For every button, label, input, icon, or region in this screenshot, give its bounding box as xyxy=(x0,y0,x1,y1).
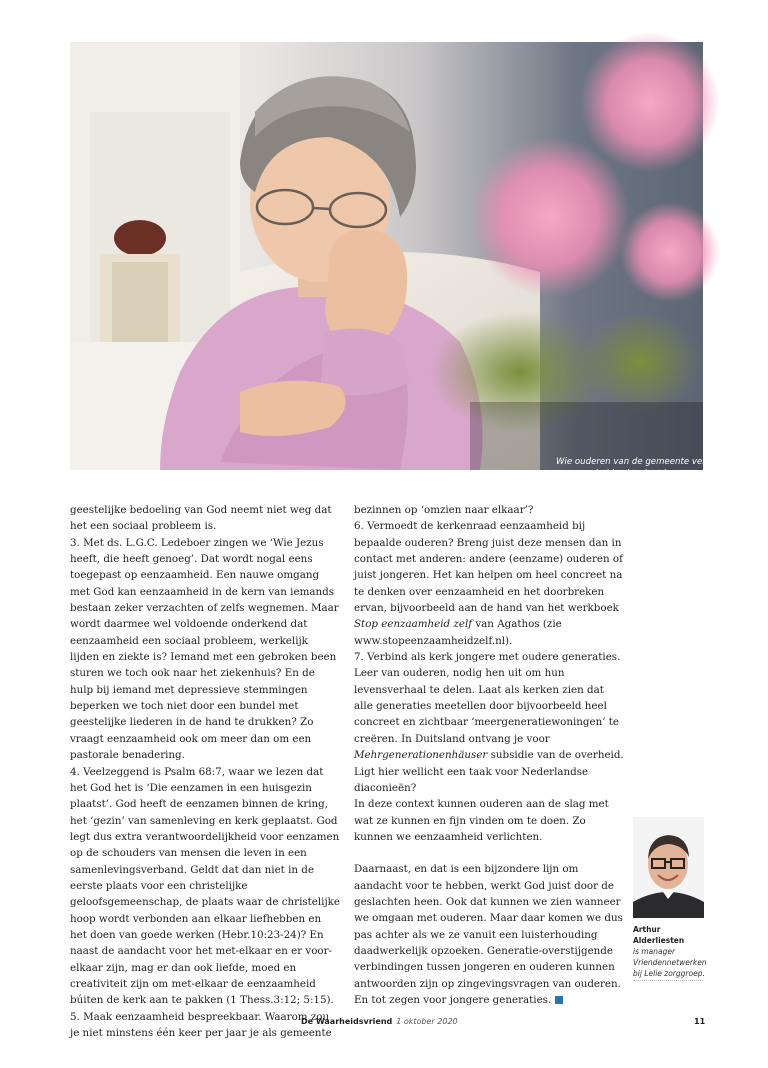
author-photo xyxy=(633,817,704,918)
author-role: is manager Vriendennetwerken bij Lelie zorggroep. xyxy=(633,947,707,978)
author-portrait xyxy=(633,817,704,918)
paragraph xyxy=(354,861,624,1008)
magazine-name: De Waarheidsvriend xyxy=(301,1017,393,1026)
term: Mehrgenerationenhäuser xyxy=(354,749,488,762)
photo-caption: Wie ouderen van de gemeente vergeet of hen in eenzaamheid achterlaat in een verzorgingshuis, amputeert een deel van het lichaam van Christus. xyxy=(556,457,766,504)
article-column-right xyxy=(354,502,624,1008)
paragraph: 5. Maak eenzaamheid bespreekbaar. Waarom zou je niet minstens één keer per jaar je als gemeente xyxy=(70,1010,332,1039)
paragraph: bezinnen op ‘omzien naar elkaar’? xyxy=(354,504,534,516)
paragraph: 4. Veelzeggend is Psalm 68:7, waar we lezen dat het God het is ‘Die eenzamen in een huisgezin plaatst’. God heeft de eenzamen binnen de kring, het ‘gezin’ van samenleving en kerk geplaatst. God legt dus extra verantwoordelijkheid voor eenzamen op de schouders van mensen die leven in een samenlevingsverband. Geldt dat dan niet in de eerste plaats voor een christelijke geloofsgemeenschap, de plaats waar de christelijke hoop wordt verbonden aan elkaar liefhebben en het doen van goede werken (Hebr.10:23-24)? En naast de aandacht voor het met-elkaar en er voor-elkaar zijn, mag er dan ook liefde, moed en creativiteit zijn om met-elkaar de eenzaamheid búiten de kerk aan te pakken (1 Thess.3:12; 5:15). xyxy=(70,765,341,1007)
author-name: Arthur Alderliesten xyxy=(633,925,685,945)
book-title: Stop eenzaamheid zelf xyxy=(354,618,473,631)
footer-publication xyxy=(301,1017,458,1026)
paragraph-text: subsidie van de overheid. Ligt hier wellicht een taak voor Nederlandse diaconieën? xyxy=(354,749,624,794)
photo-illustration xyxy=(70,42,703,470)
paragraph-text: 6. Vermoedt de kerkenraad eenzaamheid bij bepaalde ouderen? Breng juist deze mensen dan in contact met anderen: andere (eenzame) ouderen of juist jongeren. Het kan helpen om heel concreet na te denken over eenzaamheid en het doorbreken ervan, bijvoorbeeld aan de hand van het werkboek xyxy=(354,520,623,615)
end-of-article-icon xyxy=(555,996,563,1004)
paragraph-gap xyxy=(354,845,624,861)
paragraph xyxy=(354,649,624,796)
article-photo xyxy=(70,42,766,504)
paragraph: In deze context kunnen ouderen aan de slag met wat ze kunnen en fijn vinden om te doen. Zo kunnen we eenzaamheid verlichten. xyxy=(354,798,609,843)
paragraph: 3. Met ds. L.G.C. Ledeboer zingen we ‘Wie Jezus heeft, die heeft genoeg’. Dat wordt nogal eens toegepast op eenzaamheid. Een nauwe omgang met God kan eenzaamheid in de kern van iemands bestaan zeker verzachten of zelfs wegnemen. Maar wordt daarmee wel voldoende onderkend dat eenzaamheid een sociaal probleem, werkelijk lijden en ziekte is? Iemand met een gebroken been sturen we toch ook naar het ziekenhuis? En de hulp bij iemand met depressieve stemmingen beperken we toch niet door een bundel met geestelijke liederen in de hand te drukken? Zo vraagt eenzaamheid ook om meer dan om een pastorale benadering. xyxy=(70,536,339,762)
issue-date: 1 oktober 2020 xyxy=(396,1017,458,1026)
paragraph-text: 7. Verbind als kerk jongere met oudere generaties. Leer van ouderen, nodig hen uit om hun levensverhaal te delen. Laat als kerken zien dat alle generaties meetellen door bijvoorbeeld heel concreet en zichtbaar ‘meergeneratiewoningen’ te creëren. In Duitsland ontvang je voor xyxy=(354,651,621,745)
paragraph-text: van Agathos (zie www.stopeenzaamheidzelf.nl). xyxy=(354,618,562,647)
page-number: 11 xyxy=(694,1017,706,1026)
paragraph: geestelijke bedoeling van God neemt niet weg dat het een sociaal probleem is. xyxy=(70,504,332,533)
paragraph xyxy=(354,518,624,649)
paragraph-text: Daarnaast, en dat is een bijzondere lijn om aandacht voor te hebben, werkt God juist door de geslachten heen. Ook dat kunnen we zien wanneer we omgaan met ouderen. Maar daar komen we dus pas achter als we ze vanuit een luisterhouding daadwerkelijk opzoeken. Generatie-overstijgende verbindingen tussen jongeren en ouderen kunnen antwoorden zijn op zingevingsvragen van ouderen. En tot zegen voor jongere generaties. xyxy=(354,863,623,1006)
author-divider xyxy=(633,980,703,981)
page-footer xyxy=(0,1017,738,1031)
article-column-left xyxy=(70,502,340,1041)
author-bio xyxy=(633,924,709,979)
